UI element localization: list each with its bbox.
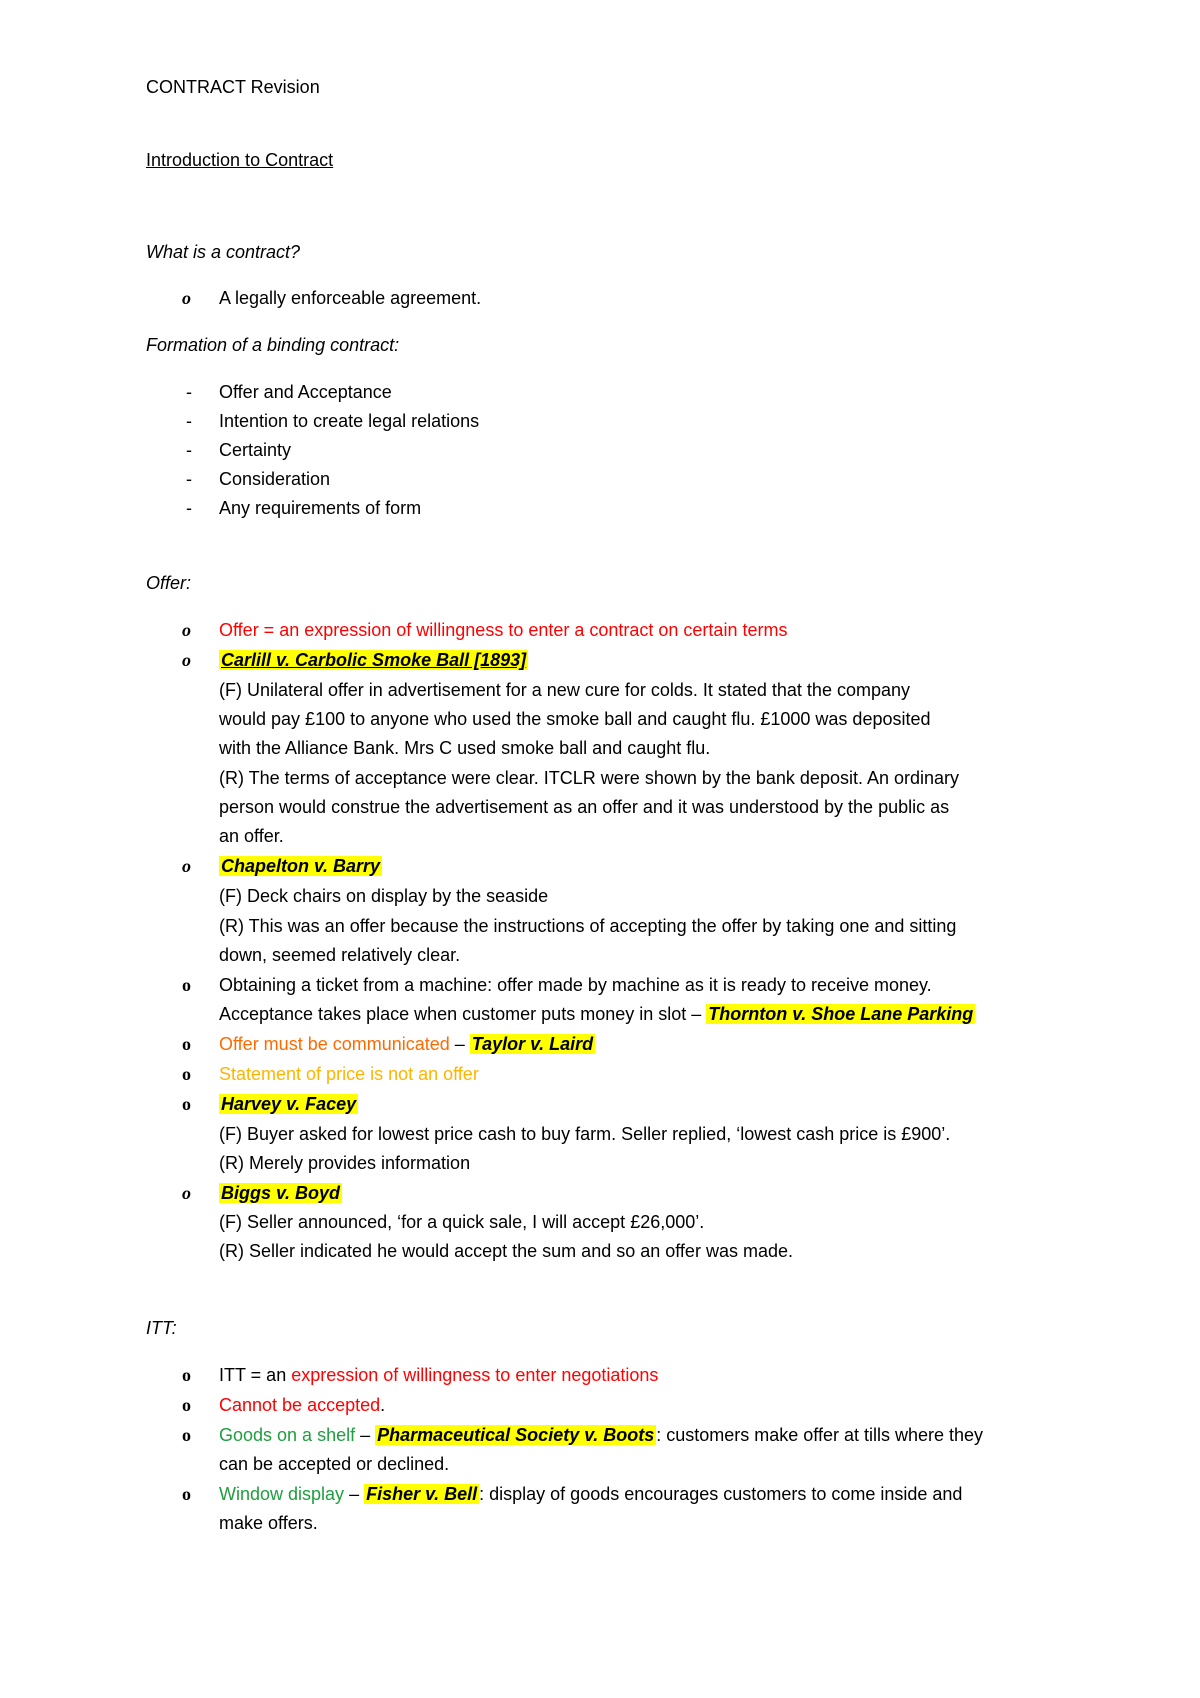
itt-cannot-text: Cannot be accepted — [219, 1395, 381, 1415]
case-facts: would pay £100 to anyone who used the smoke ball and caught flu. £1000 was deposited — [219, 709, 931, 729]
bullet-marker: o — [182, 1183, 191, 1203]
itt-heading: ITT: — [146, 1318, 177, 1338]
itt-cannot-suffix: . — [380, 1395, 386, 1415]
itt-prefix: ITT = an — [219, 1365, 292, 1385]
window-label: Window display — [219, 1484, 345, 1504]
case-name: Biggs v. Boyd — [221, 1183, 341, 1203]
case-facts: (F) Buyer asked for lowest price cash to buy farm. Seller replied, ‘lowest cash price is £900’. — [219, 1124, 951, 1144]
shelf-rule — [219, 1422, 983, 1448]
offer-heading: Offer: — [146, 573, 192, 593]
itt-def-text: expression of willingness to enter negotiations — [291, 1365, 659, 1385]
case-name: Fisher v. Bell — [366, 1484, 478, 1504]
dash-marker: - — [186, 498, 192, 518]
ticket-acceptance — [219, 1001, 975, 1027]
dash-marker: - — [186, 469, 192, 489]
case-facts: (F) Unilateral offer in advertisement for a new cure for colds. It stated that the company — [219, 680, 910, 700]
formation-item: Intention to create legal relations — [219, 411, 480, 431]
document-title: CONTRACT Revision — [146, 77, 320, 97]
offer-definition: Offer = an expression of willingness to enter a contract on certain terms — [219, 620, 788, 640]
formation-item: Certainty — [219, 440, 292, 460]
case-ratio: an offer. — [219, 826, 284, 846]
separator: – — [344, 1484, 365, 1504]
case-carlill — [219, 647, 528, 673]
bullet-marker: o — [182, 1425, 191, 1445]
case-biggs — [219, 1180, 342, 1206]
bullet-marker: o — [182, 1064, 191, 1084]
bullet-marker: o — [182, 288, 191, 308]
case-ratio: (R) This was an offer because the instructions of accepting the offer by taking one and sitting — [219, 916, 957, 936]
window-rule — [219, 1481, 962, 1507]
case-name: Pharmaceutical Society v. Boots — [377, 1425, 655, 1445]
case-chapelton — [219, 853, 382, 879]
bullet-marker: o — [182, 856, 191, 876]
case-ratio: (R) Seller indicated he would accept the sum and so an offer was made. — [219, 1241, 793, 1261]
separator: – — [355, 1425, 376, 1445]
bullet-marker: o — [182, 1484, 191, 1504]
formation-item: Consideration — [219, 469, 331, 489]
case-name: Taylor v. Laird — [471, 1034, 594, 1054]
section-heading: Introduction to Contract — [146, 150, 334, 170]
formation-item: Any requirements of form — [219, 498, 422, 518]
bullet-marker: o — [182, 1365, 191, 1385]
separator: – — [449, 1034, 470, 1054]
bullet-marker: o — [182, 1034, 191, 1054]
window-rule-cont: make offers. — [219, 1513, 318, 1533]
dash-marker: - — [186, 382, 192, 402]
bullet-marker: o — [182, 1395, 191, 1415]
bullet-marker: o — [182, 620, 191, 640]
shelf-rest: : customers make offer at tills where they — [656, 1425, 984, 1445]
rule-text: Offer must be communicated — [219, 1034, 450, 1054]
question-what-is-contract: What is a contract? — [146, 242, 301, 262]
case-facts: with the Alliance Bank. Mrs C used smoke ball and caught flu. — [219, 738, 711, 758]
itt-cannot-accept — [219, 1392, 385, 1418]
dash-marker: - — [186, 411, 192, 431]
formation-item: Offer and Acceptance — [219, 382, 392, 402]
case-facts: (F) Deck chairs on display by the seaside — [219, 886, 549, 906]
case-facts: (F) Seller announced, ‘for a quick sale, I will accept £26,000’. — [219, 1212, 705, 1232]
case-name: Harvey v. Facey — [221, 1094, 357, 1114]
window-rest: : display of goods encourages customers to come inside and — [479, 1484, 963, 1504]
dash-marker: - — [186, 440, 192, 460]
shelf-label: Goods on a shelf — [219, 1425, 356, 1445]
case-ratio: (R) Merely provides information — [219, 1153, 471, 1173]
bullet-marker: o — [182, 650, 191, 670]
case-harvey — [219, 1091, 358, 1117]
case-ratio: (R) The terms of acceptance were clear. ITCLR were shown by the bank deposit. An ordinary — [219, 768, 960, 788]
case-name: Chapelton v. Barry — [221, 856, 381, 876]
bullet-marker: o — [182, 1094, 191, 1114]
ticket-machine-text: Obtaining a ticket from a machine: offer made by machine as it is ready to receive money. — [219, 975, 932, 995]
case-name: Carlill v. Carbolic Smoke Ball [1893] — [221, 650, 527, 670]
formation-heading: Formation of a binding contract: — [146, 335, 400, 355]
itt-definition — [219, 1362, 658, 1388]
bullet-marker: o — [182, 975, 191, 995]
case-name: Thornton v. Shoe Lane Parking — [708, 1004, 974, 1024]
case-ratio: down, seemed relatively clear. — [219, 945, 461, 965]
price-statement-rule: Statement of price is not an offer — [219, 1064, 479, 1084]
ticket-acceptance-text: Acceptance takes place when customer puts money in slot – — [219, 1004, 707, 1024]
shelf-rule-cont: can be accepted or declined. — [219, 1454, 450, 1474]
contract-definition: A legally enforceable agreement. — [219, 288, 482, 308]
offer-communicated — [219, 1031, 595, 1057]
case-ratio: person would construe the advertisement as an offer and it was understood by the public as — [219, 797, 950, 817]
